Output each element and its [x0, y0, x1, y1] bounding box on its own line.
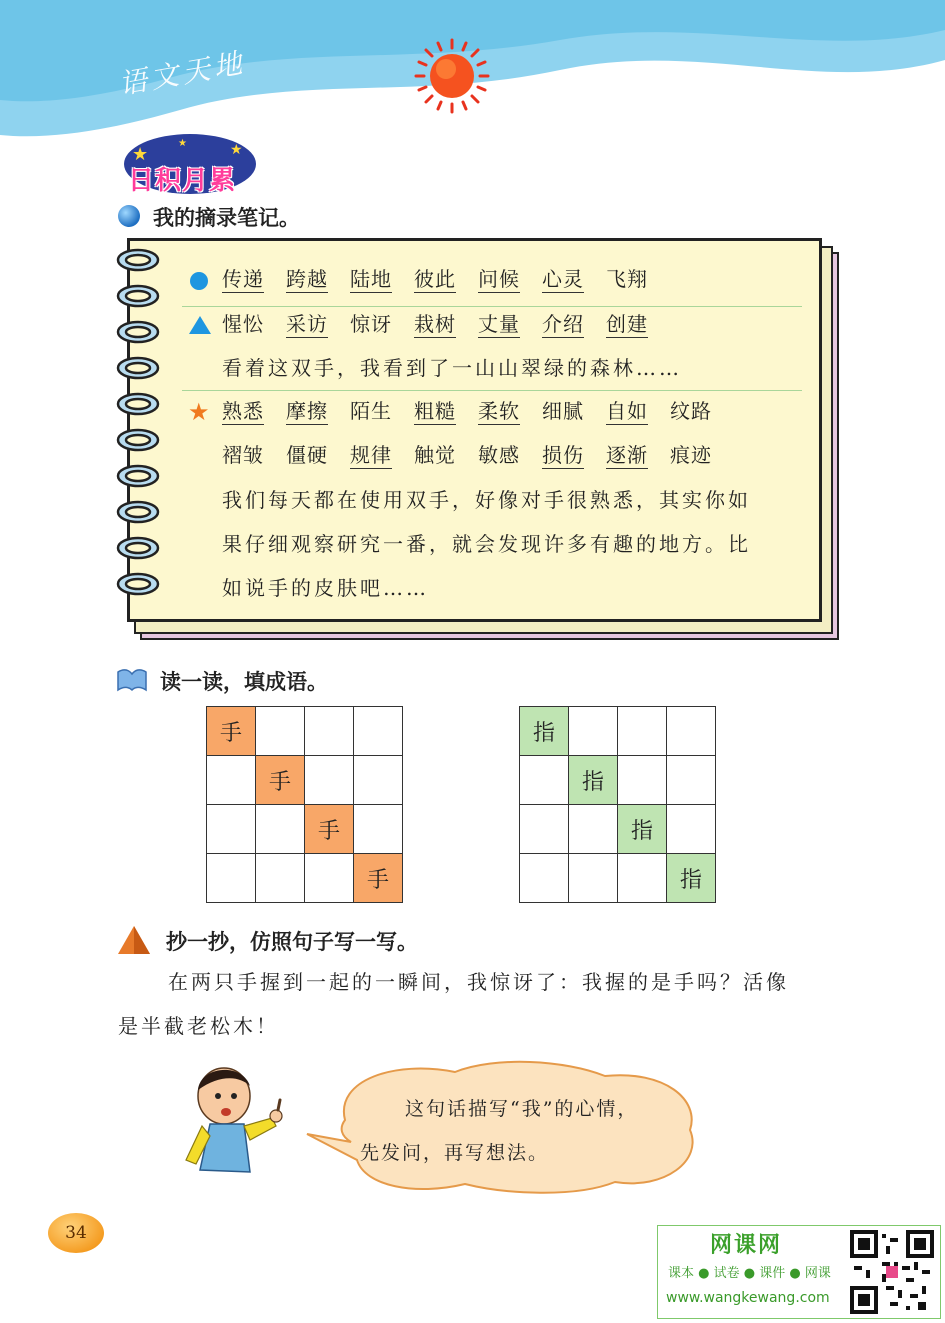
svg-text:★: ★ [230, 142, 243, 158]
word: 栽树 [414, 312, 456, 336]
paragraph-line: 果仔细观察研究一番，就会发现许多有趣的地方。比 [222, 532, 751, 556]
paragraph-line: 我们每天都在使用双手，好像对手很熟悉，其实你如 [222, 488, 751, 512]
grid-cell[interactable] [354, 805, 403, 854]
grid-cell[interactable] [305, 756, 354, 805]
word: 跨越 [286, 267, 328, 291]
word: 细腻 [542, 399, 584, 423]
word: 规律 [350, 443, 392, 467]
svg-text:★: ★ [132, 144, 149, 165]
word: 创建 [606, 312, 648, 336]
grid-cell[interactable] [207, 854, 256, 903]
grid-cell[interactable] [618, 707, 667, 756]
grid-cell[interactable] [520, 756, 569, 805]
word: 介绍 [542, 312, 584, 336]
notebook-card [127, 238, 822, 622]
word: 粗糙 [414, 399, 456, 423]
grid-cell[interactable] [354, 756, 403, 805]
word: 自如 [606, 399, 648, 423]
grid-cell[interactable] [354, 707, 403, 756]
header-title: 语文天地 [116, 46, 249, 101]
grid-cell[interactable] [569, 805, 618, 854]
blue-triangle-icon [189, 316, 211, 334]
word: 僵硬 [286, 443, 328, 467]
word-row-4 [222, 442, 734, 469]
word: 损伤 [542, 443, 584, 467]
word: 飞翔 [606, 267, 648, 291]
grid-cell: 指 [569, 756, 618, 805]
word: 熟悉 [222, 399, 264, 423]
orange-star-icon: ★ [188, 398, 210, 426]
blue-circle-icon [190, 272, 208, 290]
grid-cell[interactable] [256, 805, 305, 854]
word: 惊讶 [350, 312, 392, 336]
watermark-title: 网课网 [710, 1233, 783, 1258]
section3-heading: 抄一抄，仿照句子写一写。 [166, 930, 418, 954]
word: 逐渐 [606, 443, 648, 467]
grid-cell[interactable] [618, 756, 667, 805]
word: 敏感 [478, 443, 520, 467]
copy-sentence-line: 是半截老松木！ [118, 1014, 279, 1038]
idiom-grid-left [206, 706, 403, 903]
word: 丈量 [478, 312, 520, 336]
qr-code-icon[interactable] [850, 1230, 934, 1314]
word-row-2 [222, 311, 670, 338]
grid-cell[interactable] [667, 805, 716, 854]
word: 陌生 [350, 399, 392, 423]
grid-cell: 指 [520, 707, 569, 756]
badge-label: 日积月累 [128, 166, 237, 196]
word: 采访 [286, 312, 328, 336]
spiral-rings [112, 246, 172, 616]
grid-cell[interactable] [207, 805, 256, 854]
svg-text:★: ★ [178, 138, 187, 149]
bubble-line: 这句话描写“我”的心情， [405, 1098, 639, 1120]
grid-cell[interactable] [618, 854, 667, 903]
blue-ball-icon [118, 205, 140, 227]
copy-sentence-line: 在两只手握到一起的一瞬间，我惊讶了：我握的是手吗？活像 [168, 970, 789, 994]
divider-line [182, 306, 802, 307]
grid-cell: 指 [667, 854, 716, 903]
grid-cell[interactable] [569, 854, 618, 903]
word: 陆地 [350, 267, 392, 291]
pyramid-icon [116, 924, 152, 956]
section2-heading: 读一读，填成语。 [160, 670, 328, 694]
word-row-3 [222, 398, 734, 425]
word: 彼此 [414, 267, 456, 291]
grid-cell: 手 [256, 756, 305, 805]
word: 传递 [222, 267, 264, 291]
grid-cell[interactable] [256, 707, 305, 756]
watermark-url[interactable]: www.wangkewang.com [666, 1290, 830, 1306]
grid-cell[interactable] [256, 854, 305, 903]
watermark-box[interactable] [657, 1225, 941, 1319]
word: 问候 [478, 267, 520, 291]
idiom-grid-right [519, 706, 716, 903]
word: 摩擦 [286, 399, 328, 423]
word: 纹路 [670, 399, 712, 423]
speech-bubble [305, 1060, 705, 1195]
grid-cell[interactable] [305, 854, 354, 903]
book-icon [116, 668, 148, 692]
grid-cell[interactable] [520, 854, 569, 903]
grid-cell[interactable] [520, 805, 569, 854]
grid-cell: 手 [354, 854, 403, 903]
grid-cell[interactable] [305, 707, 354, 756]
boy-illustration [180, 1060, 300, 1185]
word: 褶皱 [222, 443, 264, 467]
word-row-1 [222, 266, 670, 293]
sun-icon [414, 38, 490, 114]
grid-cell[interactable] [569, 707, 618, 756]
word: 痕迹 [670, 443, 712, 467]
section1-heading: 我的摘录笔记。 [153, 206, 300, 230]
example-sentence: 看着这双手，我看到了一山山翠绿的森林…… [222, 356, 682, 380]
word: 心灵 [542, 267, 584, 291]
watermark-items: 课本 ● 试卷 ● 课件 ● 网课 [668, 1266, 831, 1281]
bubble-line: 先发问，再写想法。 [360, 1142, 550, 1164]
page-number: 34 [48, 1213, 104, 1253]
grid-cell[interactable] [667, 756, 716, 805]
grid-cell[interactable] [207, 756, 256, 805]
grid-cell[interactable] [667, 707, 716, 756]
word: 柔软 [478, 399, 520, 423]
grid-cell: 指 [618, 805, 667, 854]
divider-line [182, 390, 802, 391]
word: 惺忪 [222, 312, 264, 336]
paragraph-line: 如说手的皮肤吧…… [222, 576, 429, 600]
grid-cell: 手 [207, 707, 256, 756]
word: 触觉 [414, 443, 456, 467]
grid-cell: 手 [305, 805, 354, 854]
